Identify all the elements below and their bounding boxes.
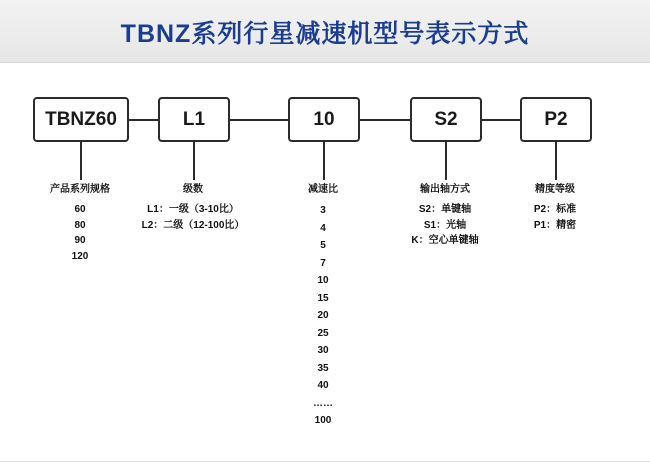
column-output-shaft-title: 输出轴方式 xyxy=(420,184,470,195)
column-precision-item: P1：精密 xyxy=(533,219,577,231)
column-output-shaft-item: S2：单键轴 xyxy=(418,204,472,215)
column-ratio-item: 4 xyxy=(320,222,326,234)
code-box-stage xyxy=(158,97,230,142)
drop-line-3 xyxy=(323,142,325,180)
column-ratio-item: 3 xyxy=(320,205,326,216)
drop-line-1 xyxy=(80,142,82,180)
column-ratio-item: 35 xyxy=(317,362,329,374)
column-stage-item: L2：二级（12-100比） xyxy=(141,219,245,231)
column-stage xyxy=(113,180,273,233)
column-ratio-item: 40 xyxy=(317,380,329,391)
footer-divider xyxy=(0,461,650,462)
code-box-ratio-label: 10 xyxy=(313,108,335,130)
column-ratio-item: 15 xyxy=(317,292,329,304)
column-series-item: 80 xyxy=(74,219,86,231)
connector-segment-3 xyxy=(360,119,410,121)
column-ratio-title: 减速比 xyxy=(308,184,338,195)
column-ratio-item: 10 xyxy=(317,275,329,286)
code-box-output-shaft xyxy=(410,97,482,142)
column-series-title: 产品系列规格 xyxy=(50,184,110,195)
code-box-ratio xyxy=(288,97,360,142)
column-stage-title: 级数 xyxy=(183,184,203,195)
connector-segment-1 xyxy=(129,119,158,121)
column-ratio-item: 30 xyxy=(317,345,329,356)
column-series-item: 60 xyxy=(74,204,86,215)
code-box-precision-label: P2 xyxy=(544,108,568,130)
column-series-item: 120 xyxy=(71,250,89,262)
column-ratio-item: 5 xyxy=(320,240,326,251)
code-box-stage-label: L1 xyxy=(182,108,206,130)
column-ratio-item: 25 xyxy=(317,327,329,339)
column-series-item: 90 xyxy=(74,235,86,246)
column-stage-item: L1：一级（3-10比） xyxy=(147,204,239,215)
column-ratio-item: 7 xyxy=(320,257,326,269)
drop-line-2 xyxy=(193,142,195,180)
code-box-precision xyxy=(520,97,592,142)
column-precision-item: P2：标准 xyxy=(533,204,577,215)
column-ratio-item: 20 xyxy=(317,310,329,321)
column-ratio-item: …… xyxy=(313,397,333,409)
code-box-series-label: TBNZ60 xyxy=(45,108,117,130)
page-title: TBNZ系列行星减速机型号表示方式 xyxy=(120,20,530,48)
connector-segment-4 xyxy=(482,119,520,121)
code-box-output-shaft-label: S2 xyxy=(434,108,458,130)
connector-segment-2 xyxy=(230,119,288,121)
header-banner xyxy=(0,0,650,63)
column-output-shaft-item: S1：光轴 xyxy=(423,219,467,231)
drop-line-4 xyxy=(445,142,447,180)
column-precision xyxy=(500,180,610,233)
column-ratio xyxy=(263,180,383,430)
column-output-shaft-item: K：空心单键轴 xyxy=(411,235,479,246)
column-ratio-item: 100 xyxy=(314,415,332,426)
code-box-series xyxy=(33,97,129,142)
drop-line-5 xyxy=(555,142,557,180)
column-output-shaft xyxy=(380,180,510,249)
column-precision-title: 精度等级 xyxy=(535,184,575,195)
